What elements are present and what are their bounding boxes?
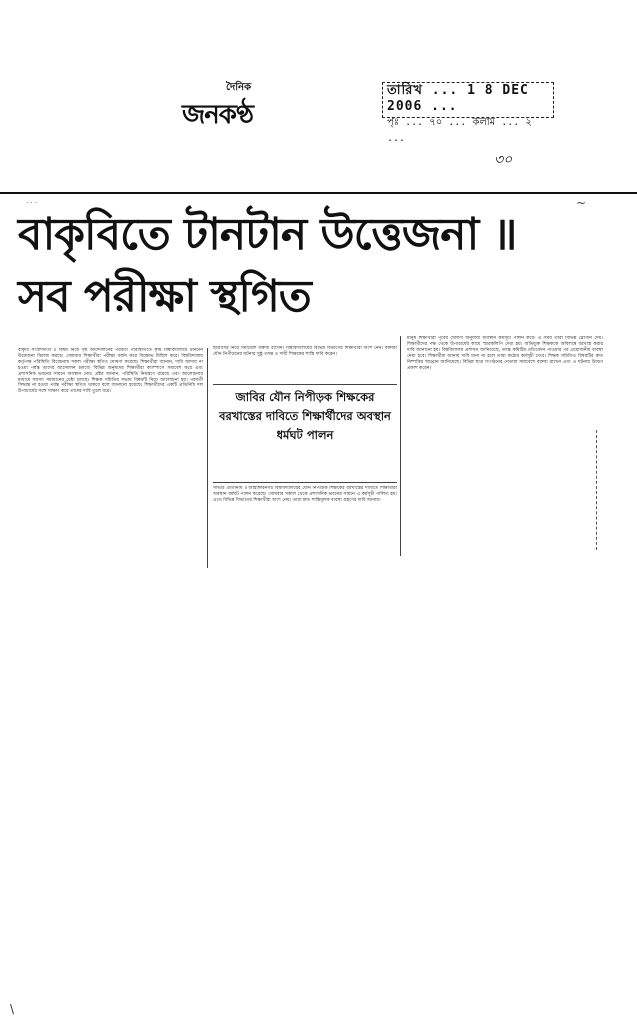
sub-headline: জাবির যৌন নিপীড়ক শিক্ষকের বরখাস্তের দাবিতে শিক্ষার্থীদের অবস্থান ধর্মঘট পালন <box>219 390 391 442</box>
cut-edge-mark <box>596 430 597 550</box>
headline-line-2: সব পরীক্ষা স্থগিত <box>18 271 311 322</box>
handwritten-page-number: ৩০ <box>494 152 513 168</box>
article-column-2-bottom: সাভার প্রতিনিধি ॥ জাহাঙ্গীরনগর বিশ্ববিদ্যালয়ের যৌন নিপীড়ক শিক্ষকের বরখাস্তের দাবিতে শিক্ষার্থীরা অবস্থান ধর্মঘট পালন করেছে। সোমবার সকাল থেকে প্রশাসনিক ভবনের সামনে এ কর্মসূচী পালিত হয়। এতে বিভিন্ন বিভাগের শিক্ষার্থীরা অংশ নেয়। তারা দ্রুত শাস্তিমূলক ব্যবস্থা গ্রহণের দাবি জানায়। <box>213 486 397 503</box>
masthead-label: দৈনিক <box>226 82 252 93</box>
scan-corner-mark: \ <box>10 1002 15 1016</box>
article-column-1: বাকৃবি সংবাদদাতা ॥ বিষয় নিয়ে সৃষ্ট আন্দোলনের পরবর্তী পরিস্থিতিতে কৃষি বিশ্ববিদ্যালয়ে টানটান উত্তেজনা বিরাজ করছে। সোমবার শিক্ষার্থীরা পরীক্ষা বর্জন করে বিক্ষোভ মিছিল করে। বিশ্ববিদ্যালয় কর্তৃপক্ষ পরিস্থিতি বিবেচনায় সকল পরীক্ষা স্থগিত ঘোষণা করেছে। শিক্ষার্থীরা জানান, দাবি আদায় না হওয়া পর্যন্ত তাদের আন্দোলন চলবে। বিভিন্ন অনুষদের শিক্ষার্থীরা ক্যাম্পাসে সমাবেশ করে এবং প্রশাসনিক ভবনের সামনে অবস্থান নেয়। প্রক্টর জানান, পরিস্থিতি নিয়ন্ত্রণে রয়েছে এবং আলোচনার মাধ্যমে সমস্যা সমাধানের চেষ্টা চলছে। শিক্ষক সমিতির সভায় বিষয়টি নিয়ে আলোচনা হয়। পরবর্তী সিদ্ধান্ত না হওয়া পর্যন্ত পরীক্ষা স্থগিত থাকবে বলে জানানো হয়েছে। শিক্ষার্থীদের একটি প্রতিনিধি দল উপাচার্যের সঙ্গে সাক্ষাৎ করে তাদের দাবি তুলে ধরে। <box>18 348 203 395</box>
article-column-2-top: ছাত্রীদের নিয়ে সমাবেশে বক্তব্য রাখেন। বিশ্ববিদ্যালয়ের বিভিন্ন বিভাগের শিক্ষার্থীরা অংশ নেন। বক্তারা যৌন নিপীড়নের ঘটনার সুষ্ঠু তদন্ত ও দায়ী শিক্ষকের শাস্তি দাবি করেন। <box>213 346 397 357</box>
subhead-rule-top <box>213 384 397 385</box>
scan-mark: · · · <box>26 199 38 207</box>
column-divider <box>400 336 401 556</box>
article-column-3: মানুষ শিক্ষার্থীরা পূর্বের ঘোষণা অনুযায়ী অবস্থান কর্মসূচী পালন করে। এ সময় তারা বিভিন্ন স্লোগান দেয়। শিক্ষার্থীদের পক্ষ থেকে উপাচার্যের কাছে স্মারকলিপি দেয়া হয়। অভিযুক্ত শিক্ষককে অবিলম্বে বরখাস্ত করার দাবি জানানো হয়। বিশ্ববিদ্যালয় প্রশাসন জানিয়েছে, তদন্ত কমিটির প্রতিবেদন পাওয়ার পর প্রয়োজনীয় ব্যবস্থা নেয়া হবে। শিক্ষার্থীরা জানায় দাবি মানা না হলে তারা কঠোর কর্মসূচী দেবে। শিক্ষক সমিতিও বিষয়টির দ্রুত নিষ্পত্তির আহ্বান জানিয়েছে। বিভিন্ন ছাত্র সংগঠনের নেতারা সমাবেশে বক্তব্য রাখেন এবং এ ঘটনায় উদ্বেগ প্রকাশ করেন। <box>407 336 603 371</box>
clipping-date-stamp <box>382 82 554 144</box>
stamp-page-line: পৃঃ ... ৭০ ... কলাম ... ২ ... <box>387 117 532 144</box>
scan-mark-tilde: ~ <box>576 196 587 210</box>
newspaper-masthead: জনকণ্ঠ <box>182 100 253 130</box>
stamp-date: তারিখ ... 1 8 DEC 2006 ... <box>387 83 529 114</box>
headline-line-1: বাকৃবিতে টানটান উত্তেজনা ॥ <box>18 209 517 260</box>
top-rule <box>0 192 637 194</box>
subhead-rule-bottom <box>213 482 397 483</box>
column-divider <box>207 348 208 568</box>
